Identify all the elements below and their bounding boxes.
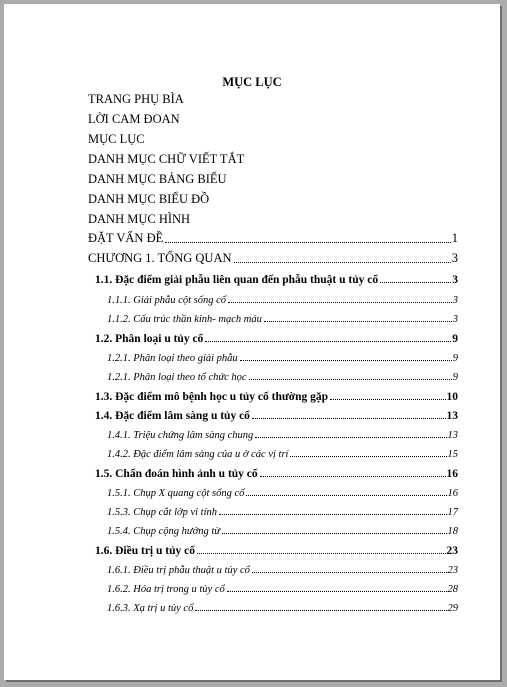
toc-entry[interactable] [95, 466, 458, 480]
toc-entry[interactable] [95, 389, 458, 403]
front-matter-item[interactable]: DANH MỤC BẢNG BIỂU [88, 172, 227, 186]
toc-entry-page-number: 3 [452, 274, 458, 286]
toc-entry-title: 1.6.3. Xạ trị u tủy cổ [107, 603, 194, 614]
toc-entry-page-number: 17 [447, 507, 458, 518]
toc-entry-page-number: 16 [447, 488, 458, 499]
dot-leader [246, 495, 446, 496]
toc-entry[interactable] [107, 369, 458, 383]
toc-entry-title: 1.2. Phân loại u tủy cổ [95, 333, 204, 345]
toc-entry-title: 1.1.1. Giải phẫu cột sống cổ [107, 295, 226, 306]
toc-entry-page-number: 3 [452, 295, 458, 306]
toc-entry-page-number: 3 [452, 314, 458, 325]
toc-title: MỤC LỤC [222, 75, 282, 89]
toc-entry[interactable] [107, 446, 458, 460]
toc-entry[interactable] [107, 523, 458, 537]
dot-leader [252, 418, 446, 419]
dot-leader [219, 514, 446, 515]
toc-entry-page-number: 28 [447, 584, 458, 595]
toc-entry-title: 1.1.2. Cấu trúc thần kinh- mạch máu [107, 314, 262, 325]
toc-entry-page-number: 18 [447, 526, 458, 537]
toc-entry[interactable] [95, 272, 458, 286]
toc-entry-title: 1.4.1. Triệu chứng lâm sàng chung [107, 430, 254, 441]
toc-entry-page-number: 10 [446, 391, 458, 403]
dot-leader [249, 379, 452, 380]
front-matter-item[interactable]: LỜI CAM ĐOAN [88, 112, 180, 126]
dot-leader [165, 242, 451, 243]
toc-entry-title: CHƯƠNG 1. TỔNG QUAN [88, 251, 232, 265]
toc-entry-title: 1.2.1. Phân loại theo tổ chức học [107, 372, 247, 383]
toc-entry[interactable] [107, 504, 458, 518]
dot-leader [222, 533, 446, 534]
toc-entry-page-number: 16 [446, 468, 458, 480]
toc-entry[interactable] [107, 581, 458, 595]
dot-leader [195, 610, 446, 611]
toc-entry-page-number: 9 [452, 372, 458, 383]
toc-entry-title: ĐẶT VẤN ĐỀ [88, 231, 164, 245]
toc-entry-title: 1.5.1. Chụp X quang cột sống cổ [107, 488, 245, 499]
toc-entry-page-number: 13 [446, 410, 458, 422]
dot-leader [197, 553, 446, 554]
toc-entry-page-number: 23 [447, 565, 458, 576]
toc-entry-title: 1.6.2. Hóa trị trong u tủy cổ [107, 584, 225, 595]
dot-leader [252, 572, 447, 573]
dot-leader [380, 282, 451, 283]
dot-leader [260, 476, 446, 477]
toc-entry[interactable] [107, 562, 458, 576]
toc-entry-page-number: 3 [451, 251, 458, 265]
dot-leader [255, 437, 446, 438]
front-matter-item[interactable]: DANH MỤC HÌNH [88, 212, 191, 226]
toc-entry-title: 1.6.1. Điều trị phẫu thuật u tủy cổ [107, 565, 250, 576]
toc-entry-title: 1.4.2. Đặc điểm lâm sàng của u ở các vị trí [107, 449, 289, 460]
front-matter-item[interactable]: TRANG PHỤ BÌA [88, 92, 184, 106]
toc-entry-page-number: 23 [446, 545, 458, 557]
dot-leader [227, 591, 447, 592]
document-page [4, 4, 500, 680]
toc-entry[interactable] [95, 543, 458, 557]
toc-entry-page-number: 13 [447, 430, 458, 441]
dot-leader [240, 360, 452, 361]
toc-entry[interactable] [107, 311, 458, 325]
toc-entry[interactable] [107, 485, 458, 499]
toc-entry[interactable] [88, 252, 458, 266]
toc-entry-page-number: 15 [447, 449, 458, 460]
toc-entry-title: 1.3. Đặc điểm mô bệnh học u tủy cổ thường gặp [95, 391, 329, 403]
front-matter-item[interactable]: DANH MỤC CHỮ VIẾT TẮT [88, 152, 245, 166]
toc-entry-title: 1.1. Đặc điểm giải phẫu liên quan đến phẫu thuật u tủy cổ [95, 274, 379, 286]
dot-leader [228, 302, 452, 303]
toc-entry-page-number: 9 [452, 353, 458, 364]
front-matter-item[interactable]: DANH MỤC BIỂU ĐỒ [88, 192, 210, 206]
toc-entry[interactable] [107, 292, 458, 306]
dot-leader [264, 321, 452, 322]
toc-entry-title: 1.2.1. Phân loại theo giải phẫu [107, 353, 238, 364]
toc-entry-page-number: 1 [451, 231, 458, 245]
toc-entry[interactable] [95, 331, 458, 345]
toc-entry[interactable] [107, 350, 458, 364]
front-matter-item[interactable]: MỤC LỤC [88, 132, 145, 146]
toc-entry-title: 1.5. Chẩn đoán hình ảnh u tủy cổ [95, 468, 258, 480]
toc-entry[interactable] [95, 408, 458, 422]
toc-entry-title: 1.5.3. Chụp cắt lớp vi tính [107, 507, 218, 518]
toc-entry-page-number: 9 [452, 333, 458, 345]
toc-entry-title: 1.4. Đặc điểm lâm sàng u tủy cổ [95, 410, 250, 422]
dot-leader [205, 341, 451, 342]
toc-entry[interactable] [107, 600, 458, 614]
dot-leader [290, 456, 446, 457]
toc-entry-title: 1.6. Điều trị u tủy cổ [95, 545, 195, 557]
toc-entry[interactable] [107, 427, 458, 441]
dot-leader [234, 262, 451, 263]
toc-entry[interactable] [88, 232, 458, 246]
dot-leader [330, 399, 445, 400]
toc-entry-page-number: 29 [447, 603, 458, 614]
toc-entry-title: 1.5.4. Chụp cộng hưởng từ [107, 526, 221, 537]
